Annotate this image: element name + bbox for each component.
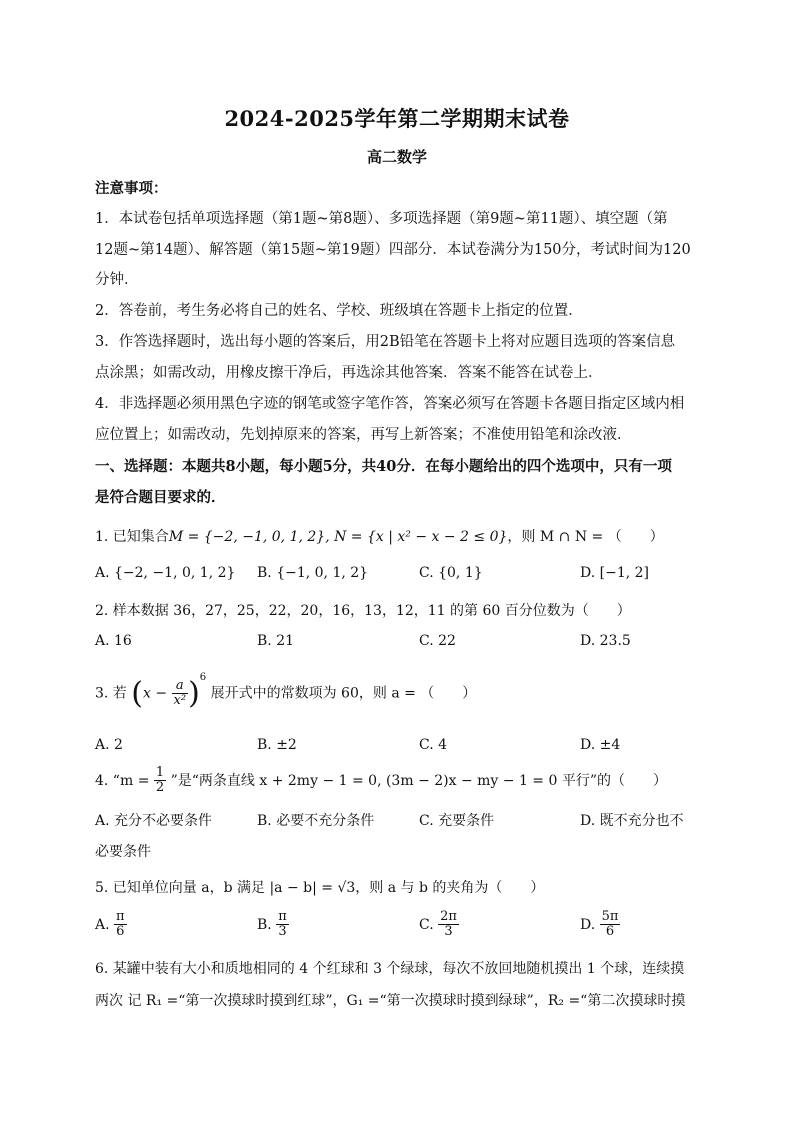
q3-exponent: 6 — [199, 671, 207, 683]
frac-num: π — [278, 909, 287, 924]
q5-option-b — [257, 910, 289, 940]
section-heading: 是符合题目要求的． — [95, 489, 226, 506]
exam-subtitle: 高二数学 — [366, 148, 427, 166]
question-2: 2. 样本数据 36，27，25，22，20，16，13，12，11 的第 60 百分位数为（ ） — [95, 603, 631, 619]
question-4 — [95, 766, 707, 796]
notice-line: 1．本试卷包括单项选择题（第1题~第8题）、多项选择题（第9题~第11题）、填空题（第 — [95, 211, 668, 227]
frac-den: 6 — [605, 924, 615, 940]
exam-title: 2024-2025学年第二学期期末试卷 — [224, 106, 570, 131]
q1-option-a: A. {−2, −1, 0, 1, 2} — [95, 565, 236, 581]
q3-prefix: 3. 若 — [95, 685, 127, 702]
frac-den: 3 — [444, 924, 453, 940]
notice-line: 分钟． — [95, 272, 139, 288]
q5-option-a-label: A. — [95, 916, 110, 933]
frac-num: 5π — [601, 909, 619, 924]
q3-option-a: A. 2 — [95, 737, 123, 753]
q2-option-d: D. 23.5 — [580, 633, 631, 649]
frac-num: π — [116, 909, 125, 924]
q4-option-c: C. 充要条件 — [419, 813, 495, 829]
q3-fraction — [172, 679, 189, 709]
q5-option-d-label: D. — [580, 916, 596, 933]
left-paren: ( — [131, 676, 143, 711]
question-1 — [95, 526, 707, 546]
q4-option-a: A. 充分不必要条件 — [95, 813, 213, 829]
q4-frac-den: 2 — [155, 780, 165, 796]
notice-heading: 注意事项： — [95, 180, 168, 197]
q4-suffix: ”是“两条直线 x + 2my − 1 = 0, (3m − 2)x − my − 1 = 0 平行”的（ ） — [170, 772, 668, 789]
notice-line: 12题~第14题）、解答题（第15题~第19题）四部分．本试卷满分为150分，考试时间为120 — [95, 242, 691, 258]
q3-suffix: 展开式中的常数项为 60，则 a = （ ） — [210, 685, 477, 702]
q2-option-c: C. 22 — [419, 633, 456, 649]
notice-line: 应位置上；如需改动，先划掉原来的答案，再写上新答案；不准使用铅笔和涂改液． — [95, 427, 632, 443]
frac-den: 3 — [278, 924, 287, 940]
q2-option-a: A. 16 — [95, 633, 132, 649]
q4-option-b: B. 必要不充分条件 — [257, 813, 375, 829]
q3-base: x − — [142, 685, 168, 702]
question-6-line: 两次 记 R₁ =“第一次摸球时摸到红球”，G₁ =“第一次摸球时摸到绿球”，R₂ =“第二次摸球时摸 — [95, 993, 686, 1009]
q5-option-c — [419, 910, 459, 940]
q1-option-b: B. {−1, 0, 1, 2} — [257, 565, 369, 581]
q4-option-d: D. 既不充分也不 — [580, 813, 684, 829]
notice-line: 4．非选择题必须用黑色字迹的钢笔或签字笔作答，答案必须写在答题卡各题目指定区域内相 — [95, 396, 685, 412]
q4-fraction — [154, 766, 166, 796]
q5-option-b-label: B. — [257, 916, 272, 933]
q5-option-d-fraction — [600, 910, 621, 940]
q5-option-d — [580, 910, 620, 940]
q1-option-d: D. [−1, 2] — [580, 565, 649, 581]
question-6-line: 6. 某罐中装有大小和质地相同的 4 个红球和 3 个绿球，每次不放回地随机摸出 1 个球，连续摸 — [95, 961, 685, 977]
notice-line: 点涂黑；如需改动，用橡皮擦干净后，再选涂其他答案．答案不能答在试卷上． — [95, 365, 603, 381]
question-3 — [95, 671, 707, 711]
q3-frac-num: a — [172, 679, 189, 694]
q5-option-a-fraction — [114, 910, 127, 940]
q3-option-b: B. ±2 — [257, 737, 297, 753]
q3-option-c: C. 4 — [419, 737, 448, 753]
q4-frac-num: 1 — [155, 765, 165, 780]
section-heading: 一、选择题：本题共8小题，每小题5分，共40分．在每小题给出的四个选项中，只有一项 — [95, 458, 672, 475]
q5-option-c-fraction — [438, 910, 459, 940]
q5-option-c-label: C. — [419, 916, 434, 933]
q1-prefix: 1. 已知集合 — [95, 529, 169, 545]
q3-option-d: D. ±4 — [580, 737, 621, 753]
q2-option-b: B. 21 — [257, 633, 295, 649]
q1-suffix: ，则 M ∩ N = （ ） — [507, 529, 664, 545]
notice-line: 3．作答选择题时，选出每小题的答案后，用2B铅笔在答题卡上将对应题目选项的答案信息 — [95, 334, 676, 350]
q5-option-a — [95, 910, 127, 940]
frac-den: 6 — [116, 924, 125, 940]
frac-num: 2π — [440, 909, 457, 924]
q5-option-b-fraction — [276, 910, 289, 940]
q1-option-c: C. {0, 1} — [419, 565, 483, 581]
right-paren: ) — [188, 676, 200, 711]
notice-line: 2．答卷前，考生务必将自己的姓名、学校、班级填在答题卡上指定的位置． — [95, 303, 583, 319]
q4-prefix: 4. “m = — [95, 772, 150, 789]
q3-frac-den: x² — [173, 693, 187, 708]
question-5: 5. 已知单位向量 a，b 满足 |a − b| = √3，则 a 与 b 的夹角为（ ） — [95, 880, 545, 896]
q4-option-d-continued: 必要条件 — [95, 844, 151, 860]
q1-sets: M = {−2, −1, 0, 1, 2}, N = {x | x² − x − 2 ≤ 0} — [168, 529, 508, 545]
